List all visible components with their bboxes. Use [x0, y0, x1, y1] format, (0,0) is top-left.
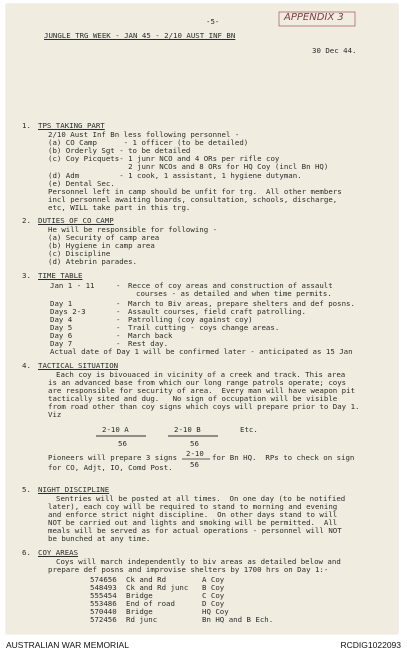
section-4-number: 4. — [22, 361, 31, 370]
timetable-day: Days 2-3 — [50, 307, 86, 316]
section-3-title: TIME TABLE — [38, 271, 83, 280]
section-5-line: NOT be carried out and lights and smoking will be permitted. All — [48, 518, 338, 527]
timetable-dash: - — [116, 315, 121, 324]
section-4-line: are responsible for security of area. Every man will have weapon pit — [48, 386, 356, 395]
coy-sign-etc: Etc. — [240, 425, 258, 434]
area-grid-ref: 548493 — [90, 583, 117, 592]
area-location: End of road — [126, 599, 175, 608]
pioneer-sign-bottom: 56 — [190, 460, 199, 469]
timetable-activity: Trail cutting - coys change areas. — [128, 323, 280, 332]
document-date: 30 Dec 44. — [312, 46, 357, 55]
pioneer-line: for CO, Adjt, IO, Comd Post. — [48, 463, 173, 472]
timetable-activity: courses - as detailed and when time permits. — [136, 289, 332, 298]
section-1-line: Personnel left in camp should be unfit for trg. All other members — [48, 187, 342, 196]
timetable-note: Actual date of Day 1 will be confirmed later - anticipated as 15 Jan — [50, 347, 353, 356]
timetable-activity: March to Biv areas, prepare shelters and def posns. — [128, 299, 355, 308]
area-location: Ck and Rd — [126, 575, 167, 584]
section-4-line: tactically sited and dug. No sign of occupation will be visible — [48, 394, 338, 403]
section-5-line: and enforce strict night discipline. On other days stand to will — [48, 510, 338, 519]
section-2-number: 2. — [22, 216, 31, 225]
timetable-dash: - — [116, 339, 121, 348]
section-5-line: Sentries will be posted at all times. On one day (to be notified — [56, 494, 346, 503]
section-6-number: 6. — [22, 548, 31, 557]
area-unit: B Coy — [202, 583, 225, 592]
area-unit: Bn HQ and B Ech. — [202, 615, 274, 624]
section-1-line: (d) Adm - 1 cook, 1 assistant, 1 hygiene dutyman. — [48, 171, 302, 180]
section-1-line: 2 junr NCOs and 8 ORs for HQ Coy (incl Bn HQ) — [48, 162, 329, 171]
section-2-line: (c) Discipline — [48, 249, 111, 258]
area-unit: HQ Coy — [202, 607, 229, 616]
area-location: Ck and Rd junc — [126, 583, 189, 592]
area-location: Bridge — [126, 607, 153, 616]
pioneer-line: Pioneers will prepare 3 signs — [48, 453, 178, 462]
timetable-activity: Rest day. — [128, 339, 169, 348]
area-unit: A Coy — [202, 575, 225, 584]
timetable-activity: Assault courses, field craft patrolling. — [128, 307, 306, 316]
area-location: Bridge — [126, 591, 153, 600]
section-2-line: (a) Security of camp area — [48, 233, 160, 242]
archive-footer — [0, 638, 407, 654]
pioneer-sign-top: 2-10 — [186, 449, 204, 458]
section-4-line: Each coy is bivouaced in vicinity of a creek and track. This area — [56, 370, 346, 379]
timetable-activity: Patrolling (coy against coy) — [128, 315, 253, 324]
section-1-line: (e) Dental Sec. — [48, 179, 115, 188]
pioneer-line: for Bn HQ. RPs to check on sign — [212, 453, 355, 462]
section-6-title: COY AREAS — [38, 548, 79, 557]
section-5-line: later), each coy will be required to stand to morning and evening — [48, 502, 338, 511]
coy-sign-b-top: 2-10 B — [174, 425, 201, 434]
section-4-line: is an advanced base from which our long range patrols operate; coys — [48, 378, 347, 387]
area-grid-ref: 570440 — [90, 607, 117, 616]
timetable-activity: Recce of coy areas and construction of assault — [128, 281, 333, 290]
section-1-line: etc, WILL take part in this trg. — [48, 203, 191, 212]
section-5-line: meals will be served as for actual operations - personnel will NOT — [48, 526, 342, 535]
section-2-line: He will be responsible for following - — [48, 225, 218, 234]
document-page — [6, 4, 398, 634]
timetable-dash: - — [116, 307, 121, 316]
document-heading: JUNGLE TRG WEEK - JAN 45 - 2/10 AUST INF BN — [44, 31, 236, 40]
section-1-line: (a) CO Camp - 1 officer (to be detailed) — [48, 138, 249, 147]
section-1-line: incl personnel awaiting boards, consultation, schools, discharge, — [48, 195, 338, 204]
section-3-number: 3. — [22, 271, 31, 280]
area-unit: D Coy — [202, 599, 225, 608]
section-6-line: Coys will march independently to biv areas as detailed below and — [56, 557, 341, 566]
section-4-line: Viz — [48, 410, 62, 419]
appendix-mark-box — [279, 12, 355, 26]
timetable-day: Day 4 — [50, 315, 73, 324]
archive-reference: RCDIG1022093 — [340, 640, 401, 650]
section-1-line: 2/10 Aust Inf Bn less following personnel - — [48, 130, 240, 139]
timetable-day: Day 7 — [50, 339, 73, 348]
page-number: -5- — [206, 17, 220, 26]
section-5-number: 5. — [22, 485, 31, 494]
document-rules — [6, 4, 398, 634]
appendix-handwritten-mark: APPENDIX 3 — [284, 12, 344, 23]
section-1-number: 1. — [22, 121, 31, 130]
section-1-line: (b) Orderly Sgt - to be detailed — [48, 146, 191, 155]
section-6-line: prepare def posns and improvise shelters by 1700 hrs on Day 1:- — [48, 565, 329, 574]
section-5-line: be bunched at any time. — [48, 534, 151, 543]
timetable-dash: - — [116, 331, 121, 340]
section-2-line: (d) Atebrin parades. — [48, 257, 137, 266]
section-5-title: NIGHT DISCIPLINE — [38, 485, 110, 494]
timetable-dash: - — [116, 281, 121, 290]
timetable-day: Jan 1 - 11 — [50, 281, 95, 290]
coy-sign-b-bottom: 56 — [190, 439, 199, 448]
timetable-dash: - — [116, 299, 121, 308]
section-4-line: from road other than coy signs which coys will prepare prior to Day 1. — [48, 402, 360, 411]
area-grid-ref: 574656 — [90, 575, 117, 584]
area-grid-ref: 555454 — [90, 591, 117, 600]
area-grid-ref: 553486 — [90, 599, 117, 608]
section-1-line: (c) Coy Picquets- 1 junr NCO and 4 ORs per rifle coy — [48, 154, 280, 163]
area-unit: C Coy — [202, 591, 225, 600]
timetable-dash: - — [116, 323, 121, 332]
area-grid-ref: 572456 — [90, 615, 117, 624]
archive-credit: AUSTRALIAN WAR MEMORIAL — [6, 640, 129, 650]
coy-sign-a-bottom: 56 — [118, 439, 127, 448]
timetable-activity: March back — [128, 331, 173, 340]
area-location: Rd junc — [126, 615, 158, 624]
coy-sign-a-top: 2-10 A — [102, 425, 129, 434]
section-2-line: (b) Hygiene in camp area — [48, 241, 155, 250]
section-1-title: TPS TAKING PART — [38, 121, 105, 130]
timetable-day: Day 1 — [50, 299, 73, 308]
timetable-day: Day 6 — [50, 331, 73, 340]
section-4-title: TACTICAL SITUATION — [38, 361, 119, 370]
section-2-title: DUTIES OF CO CAMP — [38, 216, 114, 225]
timetable-day: Day 5 — [50, 323, 73, 332]
